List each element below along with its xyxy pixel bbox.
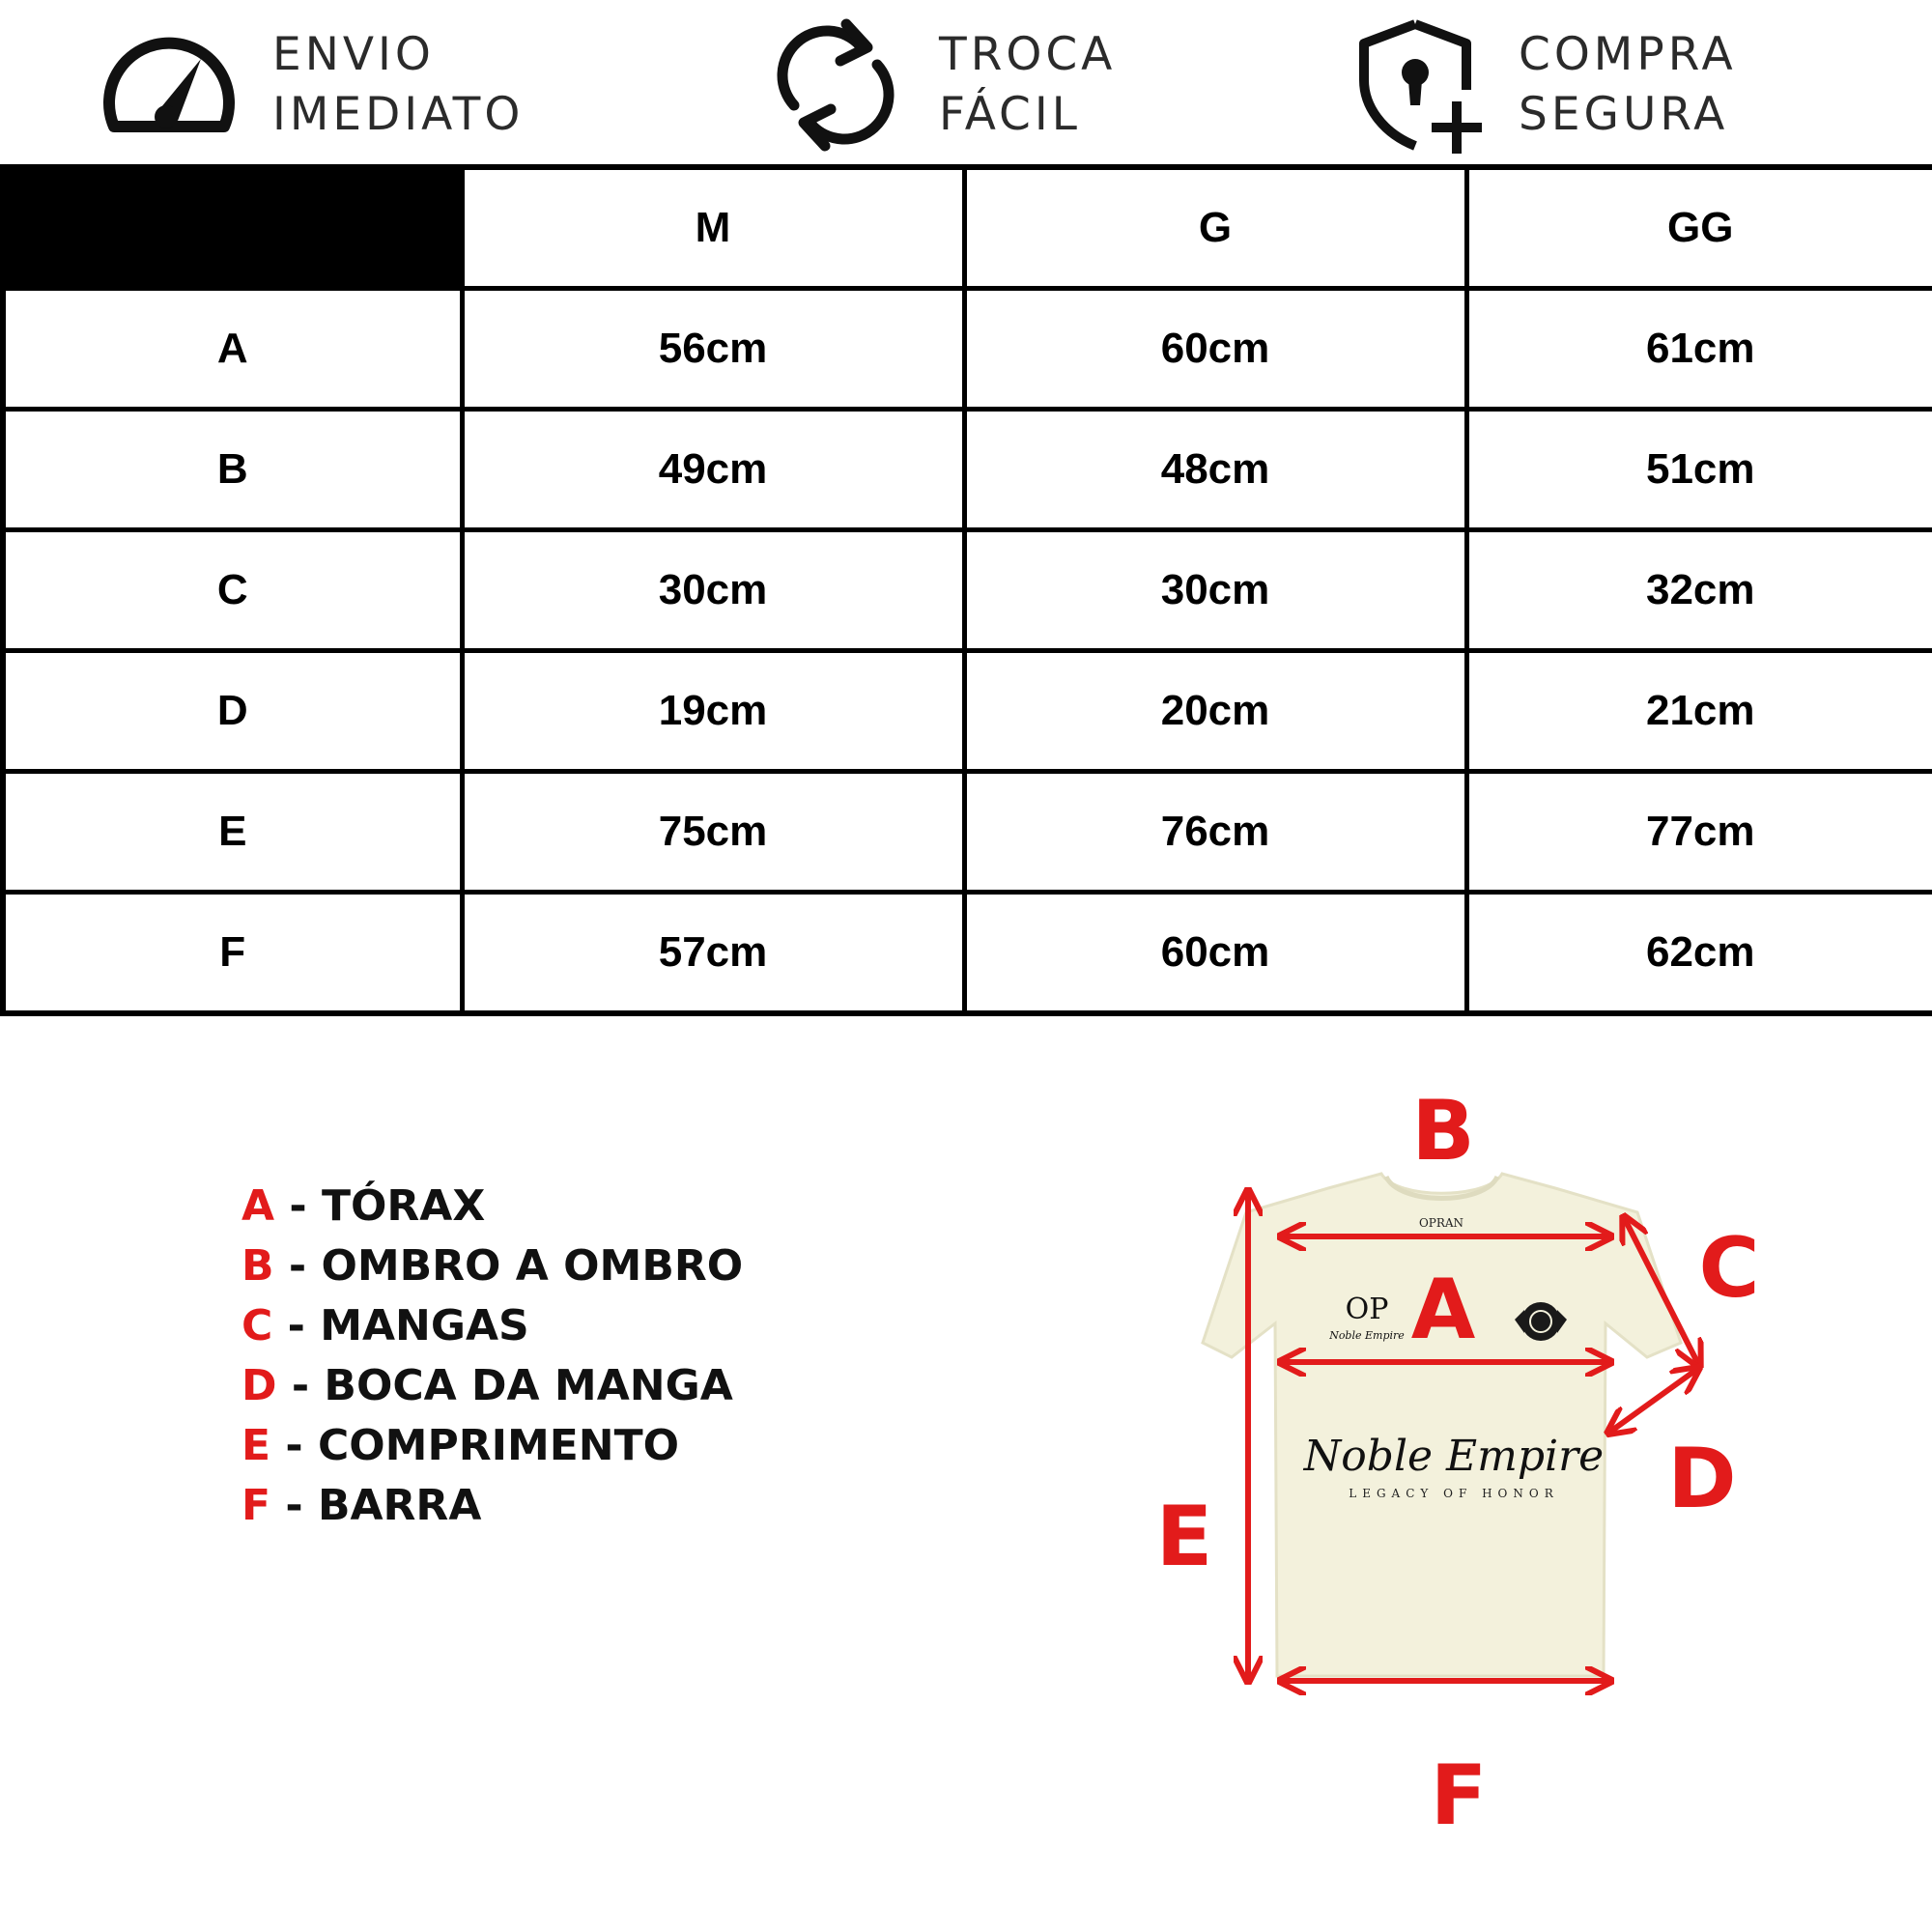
badge-line1: TROCA bbox=[939, 28, 1117, 81]
badge-line1: COMPRA bbox=[1519, 28, 1737, 81]
tshirt-shape bbox=[1203, 1174, 1681, 1676]
measure-cell: 75cm bbox=[462, 771, 964, 892]
measure-cell: 61cm bbox=[1466, 289, 1932, 410]
diagram-label-d: D bbox=[1667, 1431, 1737, 1527]
legend-item-b: B - OMBRO A OMBRO bbox=[242, 1241, 744, 1291]
table-corner-cell bbox=[3, 167, 462, 289]
badge-line2: FÁCIL bbox=[939, 88, 1081, 141]
measure-cell: 21cm bbox=[1466, 650, 1932, 771]
badge-line2: SEGURA bbox=[1519, 88, 1729, 141]
legend-item-c: C - MANGAS bbox=[242, 1301, 529, 1350]
table-header-row bbox=[3, 167, 1932, 289]
table-row bbox=[3, 530, 1932, 651]
badge-envio-imediato bbox=[97, 17, 524, 153]
measure-cell: 77cm bbox=[1466, 771, 1932, 892]
row-label: D bbox=[3, 650, 462, 771]
shield-lock-plus-icon bbox=[1343, 13, 1488, 157]
diagram-label-b: B bbox=[1411, 1092, 1475, 1179]
measure-cell: 60cm bbox=[964, 289, 1466, 410]
measure-arrow-d bbox=[1610, 1370, 1696, 1432]
measurement-legend bbox=[242, 1177, 743, 1536]
row-label: A bbox=[3, 289, 462, 410]
measure-cell: 57cm bbox=[462, 892, 964, 1013]
refresh-cycle-icon bbox=[763, 13, 908, 157]
row-label: B bbox=[3, 410, 462, 530]
badge-line2: IMEDIATO bbox=[272, 88, 525, 141]
legend-item-a: A - TÓRAX bbox=[242, 1181, 486, 1231]
measure-cell: 49cm bbox=[462, 410, 964, 530]
table-row bbox=[3, 892, 1932, 1013]
measure-cell: 60cm bbox=[964, 892, 1466, 1013]
legend-item-e: E - COMPRIMENTO bbox=[242, 1421, 680, 1470]
measure-cell: 20cm bbox=[964, 650, 1466, 771]
measure-cell: 30cm bbox=[462, 530, 964, 651]
table-row bbox=[3, 771, 1932, 892]
diagram-label-f: F bbox=[1430, 1747, 1488, 1844]
size-header-gg: GG bbox=[1466, 167, 1932, 289]
table-row bbox=[3, 410, 1932, 530]
measure-cell: 62cm bbox=[1466, 892, 1932, 1013]
row-label: E bbox=[3, 771, 462, 892]
table-row bbox=[3, 289, 1932, 410]
diagram-label-a: A bbox=[1410, 1262, 1476, 1358]
size-table bbox=[0, 164, 1932, 1016]
measure-cell: 30cm bbox=[964, 530, 1466, 651]
measure-cell: 48cm bbox=[964, 410, 1466, 530]
legend-item-d: D - BOCA DA MANGA bbox=[242, 1361, 733, 1410]
row-label: F bbox=[3, 892, 462, 1013]
measure-cell: 56cm bbox=[462, 289, 964, 410]
table-row bbox=[3, 650, 1932, 771]
badge-line1: ENVIO bbox=[272, 28, 435, 81]
brand-tagline: LEGACY OF HONOR bbox=[1349, 1487, 1559, 1500]
size-header-g: G bbox=[964, 167, 1466, 289]
speedometer-icon bbox=[97, 13, 242, 157]
legend-item-f: F - BARRA bbox=[242, 1481, 482, 1530]
measure-cell: 19cm bbox=[462, 650, 964, 771]
measure-cell: 76cm bbox=[964, 771, 1466, 892]
measure-cell: 32cm bbox=[1466, 530, 1932, 651]
row-label: C bbox=[3, 530, 462, 651]
diagram-label-c: C bbox=[1698, 1220, 1760, 1317]
size-header-m: M bbox=[462, 167, 964, 289]
chest-small-brand: Noble Empire bbox=[1329, 1329, 1405, 1342]
tshirt-measurement-diagram bbox=[1140, 1092, 1777, 1864]
badge-troca-facil bbox=[763, 17, 1116, 153]
neck-tag-text: OPRAN bbox=[1418, 1216, 1464, 1230]
chest-monogram: OP bbox=[1345, 1293, 1389, 1326]
measure-cell: 51cm bbox=[1466, 410, 1932, 530]
badge-compra-segura bbox=[1343, 17, 1737, 153]
brand-script: Noble Empire bbox=[1303, 1432, 1605, 1481]
diagram-label-e: E bbox=[1155, 1489, 1213, 1585]
